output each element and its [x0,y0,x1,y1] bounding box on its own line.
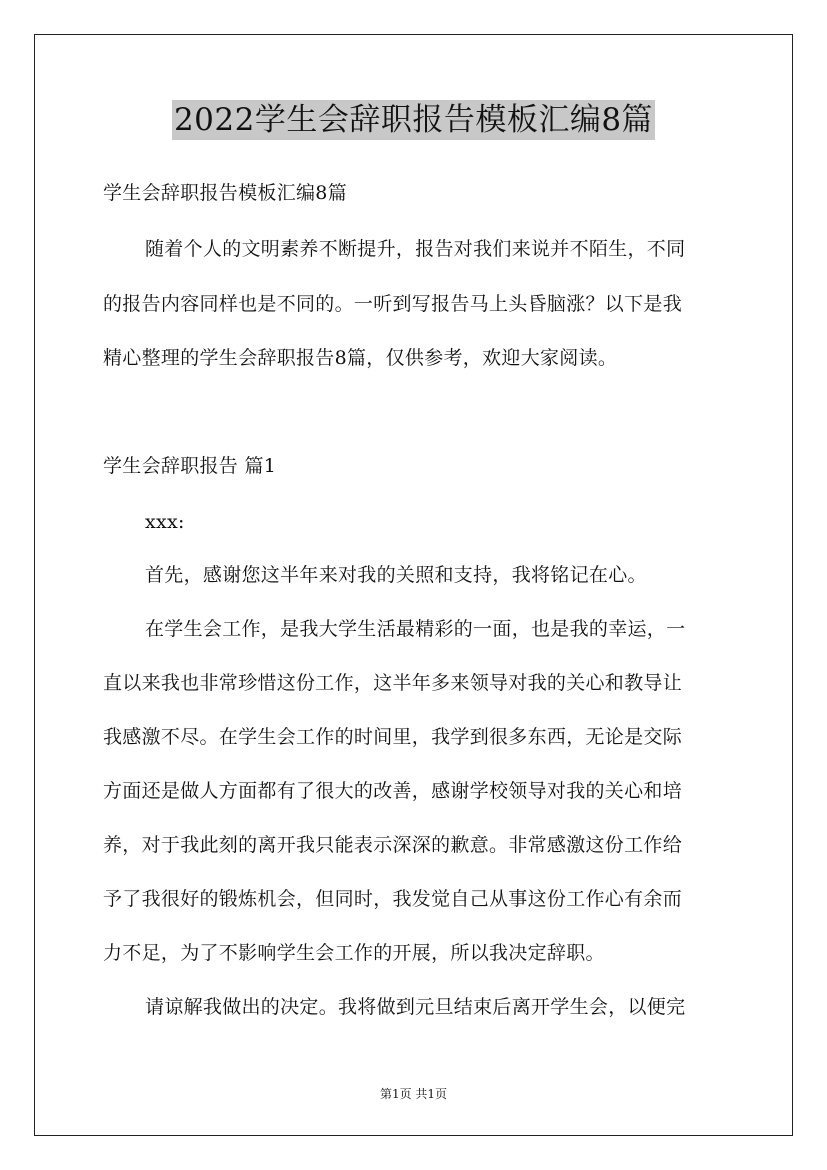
document-subtitle: 学生会辞职报告模板汇编8篇 [103,182,347,204]
paragraph-line: 养，对于我此刻的离开我只能表示深深的歉意。非常感激这份工作给 [103,834,683,856]
title-container [0,100,827,140]
paragraph-line: 直以来我也非常珍惜这份工作，这半年多来领导对我的关心和教导让 [103,672,683,694]
paragraph-line: 请谅解我做出的决定。我将做到元旦结束后离开学生会，以便完 [145,996,686,1018]
paragraph-line: 我感激不尽。在学生会工作的时间里，我学到很多东西，无论是交际 [103,726,683,748]
paragraph-line: 在学生会工作，是我大学生活最精彩的一面，也是我的幸运，一 [145,618,686,640]
paragraph-line: 方面还是做人方面都有了很大的改善，感谢学校领导对我的关心和培 [103,780,683,802]
paragraph-line: 力不足，为了不影响学生会工作的开展，所以我决定辞职。 [103,942,605,964]
paragraph-line: 首先，感谢您这半年来对我的关照和支持，我将铭记在心。 [145,564,647,586]
paragraph-line: 的报告内容同样也是不同的。一听到写报告马上头昏脑涨？以下是我 [103,293,683,315]
document-title: 2022学生会辞职报告模板汇编8篇 [173,102,654,138]
page-footer: 第1页 共1页 [379,1087,448,1101]
paragraph-line: 予了我很好的锻炼机会，但同时，我发觉自己从事这份工作心有余而 [103,888,683,910]
paragraph-line: 随着个人的文明素养不断提升，报告对我们来说并不陌生，不同 [145,238,686,260]
salutation: xxx: [145,511,185,533]
paragraph-line: 精心整理的学生会辞职报告8篇，仅供参考，欢迎大家阅读。 [103,347,618,369]
section-heading: 学生会辞职报告 篇1 [103,455,277,477]
